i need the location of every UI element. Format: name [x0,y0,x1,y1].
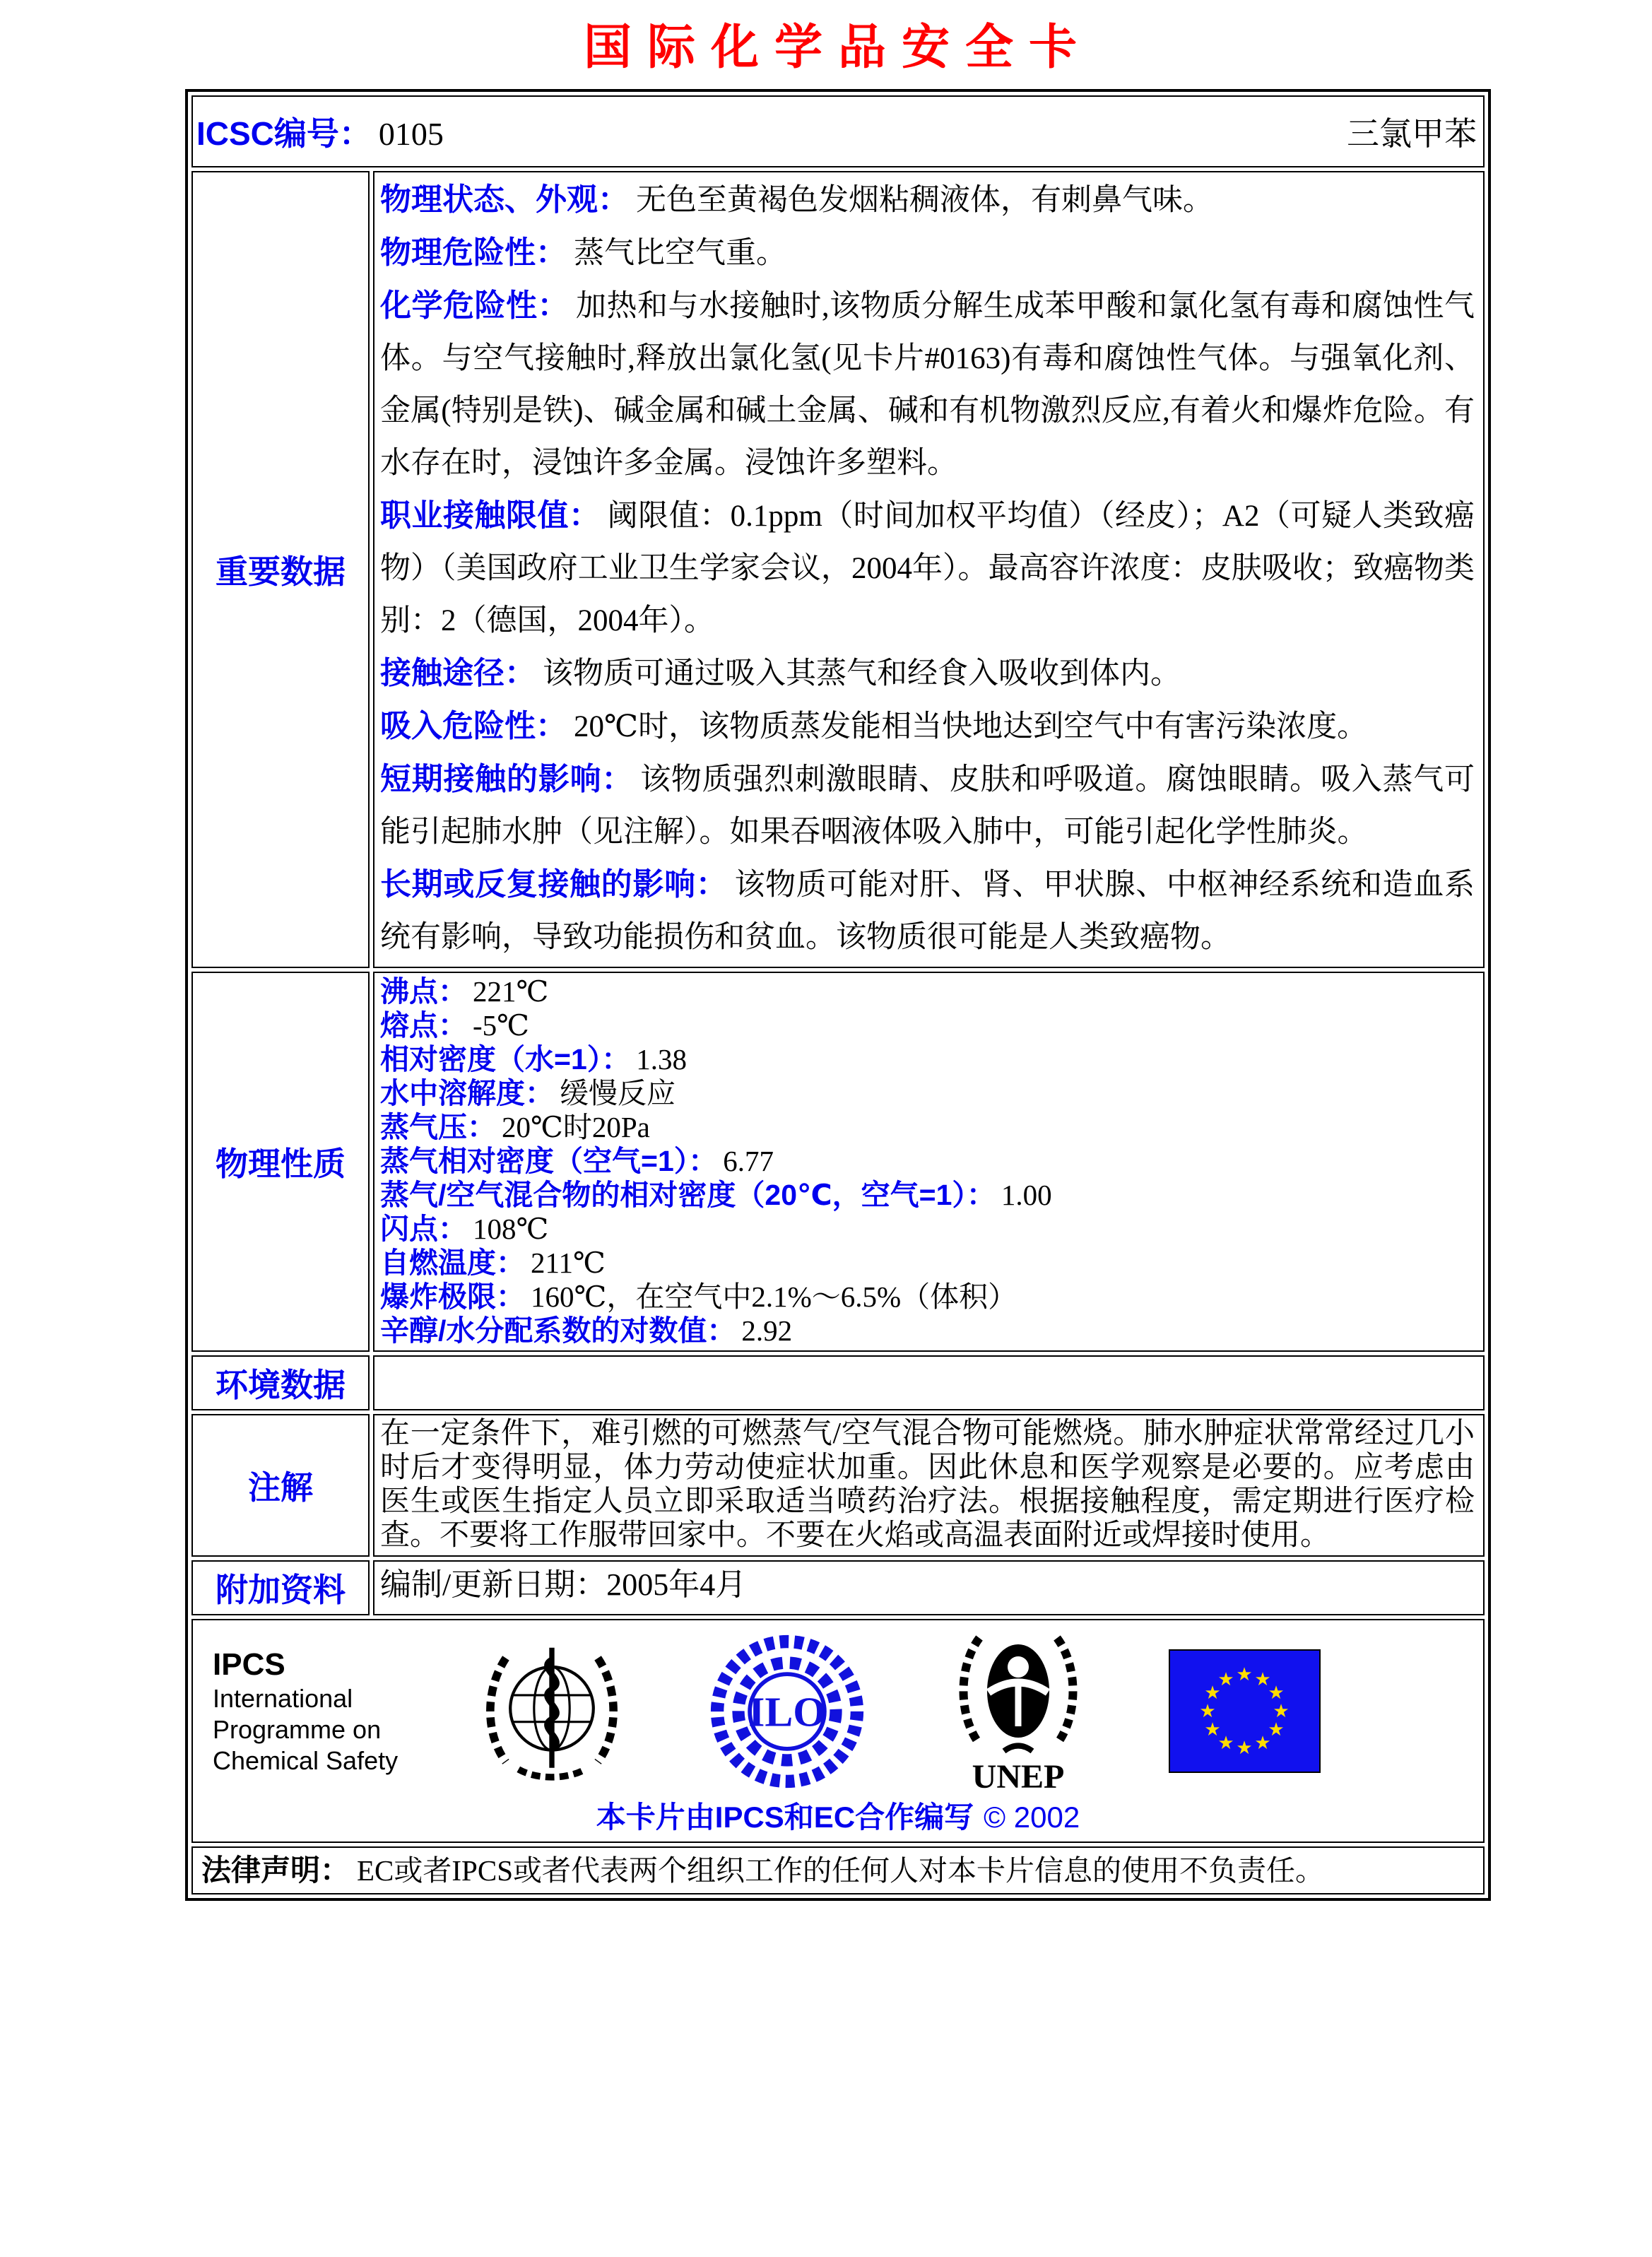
svg-text:★: ★ [1217,1669,1234,1690]
property-line [380,974,1475,1008]
ipcs-text-block [213,1646,398,1776]
property-label: 闪点： [380,1213,467,1245]
item-text: 阈限值：0.1ppm（时间加权平均值）（经皮）；A2（可疑人类致癌物）（美国政府工业卫生学家会议，2004年）。最高容许浓度：皮肤吸收；致癌物类别：2（德国，2004年）。 [380,500,1475,637]
item-text: 无色至黄褐色发烟粘稠液体，有刺鼻气味。 [636,184,1213,217]
property-label: 水中溶解度： [380,1077,554,1109]
cooperation-caption [200,1798,1476,1837]
item-label: 化学危险性： [380,288,569,323]
important-item [380,647,1475,700]
svg-text:★: ★ [1236,1664,1253,1685]
svg-text:★: ★ [1254,1669,1271,1690]
property-label: 熔点： [380,1009,467,1042]
logos-row [191,1619,1485,1843]
important-item [380,174,1475,227]
property-label: 辛醇/水分配系数的对数值： [380,1314,736,1347]
property-line [380,1280,1475,1314]
important-data-label: 重要数据 [191,171,370,968]
ilo-logo-text: ILO [748,1688,826,1736]
card-header-cell [191,95,1485,167]
property-value: 160℃，在空气中2.1%～6.5%（体积） [531,1280,1017,1313]
item-text: 该物质强烈刺激眼睛、皮肤和呼吸道。腐蚀眼睛。吸入蒸气可能引起肺水肿（见注解）。如果吞咽液体吸入肺中，可能引起化学性肺炎。 [380,763,1475,849]
svg-text:★: ★ [1273,1701,1290,1722]
item-label: 接触途径： [380,656,536,690]
icsc-card-page [0,17,1652,2257]
important-data-content [373,171,1485,968]
icsc-number-value: 0105 [378,116,444,152]
svg-text:★: ★ [1254,1733,1271,1754]
item-text: 该物质可通过吸入其蒸气和经食入吸收到体内。 [543,657,1181,690]
item-label: 物理危险性： [380,235,567,270]
item-label: 物理状态、外观： [380,182,629,217]
physical-properties-content [373,972,1485,1352]
svg-text:★: ★ [1204,1683,1221,1704]
ipcs-line: International [213,1683,353,1713]
property-line [380,1314,1475,1348]
important-item [380,753,1475,859]
important-item [380,490,1475,647]
property-line [380,1178,1475,1212]
svg-text:★: ★ [1204,1719,1221,1740]
icsc-number-label: ICSC编号： [196,115,372,152]
property-value: 缓慢反应 [560,1077,675,1109]
property-label: 蒸气/空气混合物的相对密度（20℃，空气=1）： [380,1179,996,1211]
legal-text: EC或者IPCS或者代表两个组织工作的任何人对本卡片信息的使用不负责任。 [357,1854,1325,1887]
property-label: 爆炸极限： [380,1280,525,1313]
environmental-data-row [191,1355,1485,1410]
important-item [380,700,1475,753]
property-label: 蒸气压： [380,1111,496,1143]
logos-cell [191,1619,1485,1843]
environmental-data-content [373,1355,1485,1410]
property-value: 221℃ [473,975,549,1008]
icsc-card-table [185,89,1491,1901]
property-label: 蒸气相对密度（空气=1）： [380,1145,718,1177]
unep-logo-wordmark [948,1758,1089,1795]
chemical-name: 三氯甲苯 [1347,116,1477,152]
page-title: 国际化学品安全卡 [583,20,1092,74]
item-text: 该物质可能对肝、肾、甲状腺、中枢神经系统和造血系统有影响，导致功能损伤和贫血。该物质很可能是人类致癌物。 [380,868,1475,954]
svg-text:★: ★ [1268,1719,1285,1740]
notes-label: 注解 [191,1414,370,1557]
property-value: 2.92 [741,1314,793,1347]
unep-logo-block [948,1627,1089,1795]
property-line [380,1042,1475,1076]
property-label: 自燃温度： [380,1247,525,1279]
property-value: 108℃ [473,1213,549,1245]
property-value: 20℃时20Pa [502,1111,650,1143]
additional-info-row [191,1560,1485,1615]
physical-properties-row [191,972,1485,1352]
who-logo-icon [478,1637,626,1786]
item-text: 20℃时，该物质蒸发能相当快地达到空气中有害污染浓度。 [574,710,1368,743]
important-item [380,227,1475,280]
property-value: -5℃ [473,1009,530,1042]
svg-text:★: ★ [1268,1683,1285,1704]
property-line [380,1008,1475,1042]
important-item [380,859,1475,964]
ilo-logo-icon [706,1630,868,1793]
unep-logo-icon [948,1627,1089,1758]
item-text: 加热和与水接触时,该物质分解生成苯甲酸和氯化氢有毒和腐蚀性气体。与空气接触时,释放出氯化氢(见卡片#0163)有毒和腐蚀性气体。与强氧化剂、金属(特别是铁)、碱金属和碱土金属、碱和有机物激烈反应,有着火和爆炸危险。有水存在时，浸蚀许多金属。浸蚀许多塑料。 [380,290,1475,480]
important-data-row [191,171,1485,968]
property-line [380,1144,1475,1178]
physical-properties-label: 物理性质 [191,972,370,1352]
environmental-data-label: 环境数据 [191,1355,370,1410]
notes-text: 在一定条件下，难引燃的可燃蒸气/空气混合物可能燃烧。肺水肿症状常常经过几小时后才变得明显，体力劳动使症状加重。因此休息和医学观察是必要的。应考虑由医生或医生指定人员立即采取适当喷药治疗法。根据接触程度，需定期进行医疗检查。不要将工作服带回家中。不要在火焰或高温表面附近或焊接时使用。 [380,1418,1475,1552]
property-value: 6.77 [723,1145,774,1177]
property-line [380,1246,1475,1280]
eu-flag-icon [1169,1649,1321,1773]
svg-text:★: ★ [1199,1701,1216,1722]
svg-text:★: ★ [1236,1738,1253,1759]
item-label: 长期或反复接触的影响： [380,867,728,902]
property-label: 沸点： [380,975,467,1008]
property-value: 1.00 [1001,1179,1052,1211]
property-line [380,1076,1475,1110]
copyright-text: © 2002 [984,1801,1080,1834]
legal-row [191,1846,1485,1894]
svg-text:★: ★ [1217,1733,1234,1754]
ipcs-line: Chemical Safety [213,1745,399,1775]
item-label: 吸入危险性： [380,709,567,743]
property-line [380,1212,1475,1246]
logos-strip [200,1625,1476,1795]
notes-row [191,1414,1485,1557]
ipcs-acronym: IPCS [213,1646,285,1682]
notes-content [373,1414,1485,1557]
svg-text:UNEP: UNEP [972,1758,1065,1795]
icsc-number [196,108,444,155]
item-label: 职业接触限值： [380,498,601,533]
cooperation-caption-text: 本卡片由IPCS和EC合作编写 [596,1801,974,1834]
additional-info-text: 编制/更新日期：2005年4月 [380,1567,747,1602]
additional-info-label: 附加资料 [191,1560,370,1615]
legal-label: 法律声明： [201,1854,350,1887]
important-item [380,280,1475,490]
property-line [380,1110,1475,1144]
ipcs-line: Programme on [213,1714,382,1744]
additional-info-content [373,1560,1485,1615]
property-value: 1.38 [636,1043,687,1076]
legal-cell [191,1846,1485,1894]
property-label: 相对密度（水=1）： [380,1043,631,1076]
card-header-row [191,95,1485,167]
item-text: 蒸气比空气重。 [574,237,786,270]
property-value: 211℃ [531,1247,606,1279]
item-label: 短期接触的影响： [380,762,634,796]
